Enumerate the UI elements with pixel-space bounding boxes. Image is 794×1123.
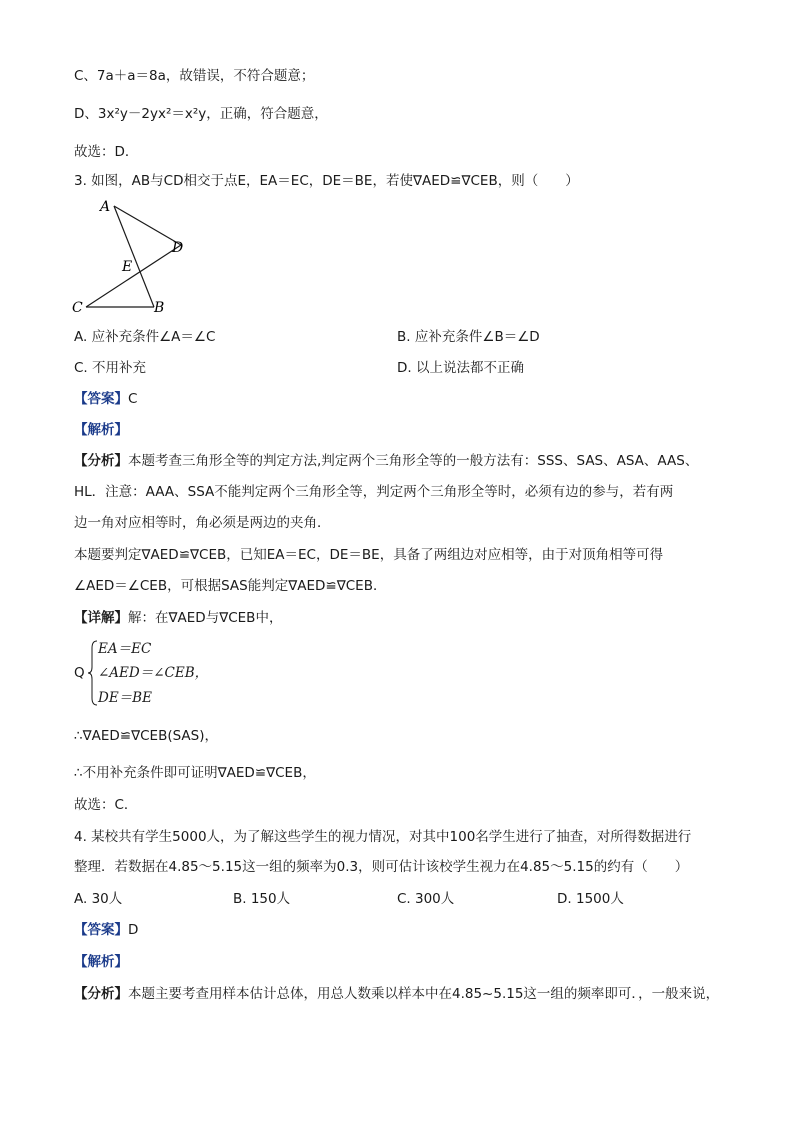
q4-option-c: C. 300人 <box>397 891 455 907</box>
point-label-a: A <box>100 199 111 215</box>
answer-row-2 <box>74 921 138 939</box>
because-symbol: Q <box>74 665 85 681</box>
analysis-text: 本题考查三角形全等的判定方法,判定两个三角形全等的一般方法有：SSS、SAS、ASA、AAS、 <box>128 453 699 469</box>
analysis-line-5: ∠AED＝∠CEB，可根据SAS能判定∇AED≌∇CEB． <box>74 578 387 594</box>
analysis-line-2: HL．注意：AAA、SSA不能判定两个三角形全等，判定两个三角形全等时，必须有边的参与，若有两 <box>74 484 674 500</box>
answer-value-2: D <box>128 922 139 938</box>
triangle-figure <box>70 195 200 320</box>
analysis-tag: 【解析】 <box>74 422 128 438</box>
conclusion-line-1: ∴∇AED≌∇CEB(SAS)， <box>74 728 218 744</box>
point-label-e: E <box>122 259 133 275</box>
fenxi-tag: 【分析】 <box>74 453 128 469</box>
segment-ad <box>114 206 181 245</box>
answer-tag-2: 【答案】 <box>74 922 128 938</box>
point-label-c: C <box>72 300 83 316</box>
detail-line <box>74 609 282 627</box>
text-line-choose-d: 故选：D． <box>74 144 139 160</box>
left-brace <box>88 640 98 706</box>
answer-value: C <box>128 391 138 407</box>
text-line-c: C、7a＋a＝8a，故错误，不符合题意； <box>74 68 315 84</box>
q4-option-a: A. 30人 <box>74 891 123 907</box>
analysis-line-q4 <box>74 985 719 1003</box>
analysis-line-4: 本题要判定∇AED≌∇CEB，已知EA＝EC，DE＝BE，具备了两组边对应相等，由于对顶角相等可得 <box>74 547 664 563</box>
q4-option-b: B. 150人 <box>233 891 291 907</box>
answer-row-1 <box>74 390 137 408</box>
system-eq-3: DE＝BE <box>98 690 152 706</box>
analysis-line-1 <box>74 452 698 470</box>
q4-option-d: D. 1500人 <box>557 891 624 907</box>
system-eq-2: ∠AED＝∠CEB， <box>98 665 209 681</box>
system-eq-1: EA＝EC <box>98 641 152 657</box>
conclusion-line-3: 故选：C． <box>74 797 138 813</box>
option-c: C. 不用补充 <box>74 360 147 376</box>
analysis-text-q4: 本题主要考查用样本估计总体，用总人数乘以样本中在4.85~5.15这一组的频率即可．，一般来说， <box>128 986 720 1002</box>
question-4-stem-1: 4. 某校共有学生5000人，为了解这些学生的视力情况，对其中100名学生进行了抽查，对所得数据进行 <box>74 829 692 845</box>
point-label-d: D <box>172 240 184 256</box>
option-d: D. 以上说法都不正确 <box>397 360 524 376</box>
conclusion-line-2: ∴不用补充条件即可证明∇AED≌∇CEB， <box>74 765 316 781</box>
segment-ab <box>114 206 154 307</box>
option-a: A. 应补充条件∠A＝∠C <box>74 329 216 345</box>
question-4-stem-2: 整理．若数据在4.85～5.15这一组的频率为0.3，则可估计该校学生视力在4.85～5.15的约有（ ） <box>74 859 689 875</box>
fenxi-tag-2: 【分析】 <box>74 986 128 1002</box>
option-b: B. 应补充条件∠B＝∠D <box>397 329 540 345</box>
answer-tag: 【答案】 <box>74 391 128 407</box>
question-3-stem: 3. 如图，AB与CD相交于点E，EA＝EC，DE＝BE，若使∇AED≌∇CEB，则（ ） <box>74 173 579 189</box>
detail-tag: 【详解】 <box>74 610 128 626</box>
detail-text: 解：在∇AED与∇CEB中， <box>128 610 283 626</box>
analysis-heading-2 <box>74 953 128 971</box>
analysis-line-3: 边一角对应相等时，角必须是两边的夹角． <box>74 515 331 531</box>
analysis-heading-1 <box>74 421 128 439</box>
text-line-d: D、3x²y－2yx²＝x²y，正确，符合题意， <box>74 106 328 122</box>
point-label-b: B <box>154 300 165 316</box>
analysis-tag-2: 【解析】 <box>74 954 128 970</box>
